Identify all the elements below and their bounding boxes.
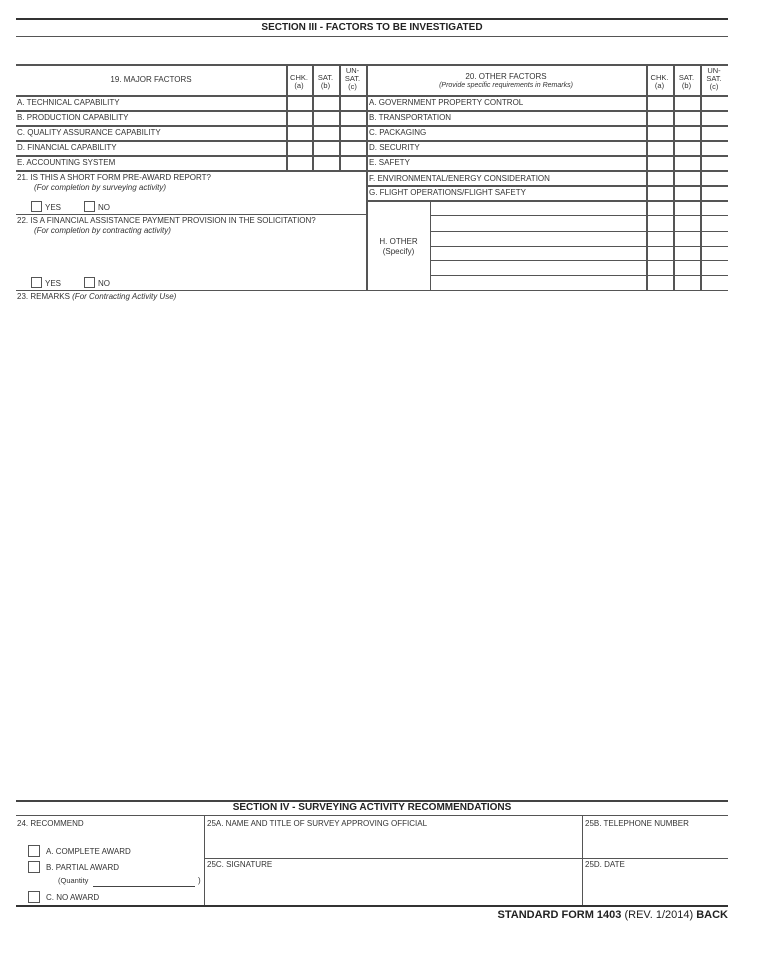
other-a-chk-cell[interactable]	[648, 97, 672, 109]
other-col-unsat-header	[700, 67, 728, 91]
other-h1-unsat-cell[interactable]	[702, 202, 727, 214]
name-title-label: 25A. NAME AND TITLE OF SURVEY APPROVING OFFICIAL	[207, 819, 428, 828]
major-e-unsat-cell[interactable]	[340, 157, 365, 170]
other-col-chk-sub: (a)	[654, 81, 665, 90]
other-col-chk-label: CHK.	[650, 73, 669, 82]
other-factors-subtitle: (Provide specific requirements in Remarks)	[439, 82, 573, 89]
other-h4-chk-cell[interactable]	[648, 247, 672, 259]
other-col-unsat-sub: (c)	[709, 82, 719, 91]
section4-divider-left	[204, 815, 205, 905]
major-col-divider	[339, 65, 341, 171]
name-title-input[interactable]	[206, 830, 580, 856]
other-g-sat-cell[interactable]	[675, 187, 699, 199]
major-c-unsat-cell[interactable]	[340, 127, 365, 140]
other-col-sat-header	[673, 74, 700, 90]
remarks-textarea[interactable]	[16, 304, 728, 798]
q22-no-checkbox[interactable]	[84, 277, 95, 288]
form-name: STANDARD FORM 1403	[497, 909, 622, 921]
q22-yes-checkbox[interactable]	[31, 277, 42, 288]
section4-bottom-rule	[16, 905, 728, 907]
other-e-unsat-cell[interactable]	[702, 157, 727, 169]
remarks-label-text: 23. REMARKS	[17, 292, 70, 301]
other-col-unsat-label2: SAT.	[706, 74, 722, 83]
section4-title: SECTION IV - SURVEYING ACTIVITY RECOMMENDATIONS	[232, 802, 512, 813]
major-col-unsat-label2: SAT.	[344, 74, 361, 83]
other-b-sat-cell[interactable]	[675, 112, 699, 124]
other-col-sat-label: SAT.	[678, 73, 695, 82]
major-d-chk-cell[interactable]	[287, 142, 311, 155]
major-e-chk-cell[interactable]	[287, 157, 311, 170]
other-factor-g: G. FLIGHT OPERATIONS/FLIGHT SAFETY	[369, 188, 526, 197]
other-d-sat-cell[interactable]	[675, 142, 699, 154]
other-factor-a: A. GOVERNMENT PROPERTY CONTROL	[369, 98, 524, 107]
other-h1-sat-cell[interactable]	[675, 202, 699, 214]
q21-yes-label: YES	[45, 203, 62, 212]
date-label: 25D. DATE	[585, 860, 625, 869]
major-e-sat-cell[interactable]	[313, 157, 338, 170]
other-d-unsat-cell[interactable]	[702, 142, 727, 154]
form-footer	[498, 909, 728, 921]
halves-divider	[366, 65, 368, 291]
other-d-chk-cell[interactable]	[648, 142, 672, 154]
other-h-specify-input-2[interactable]	[432, 217, 644, 230]
major-col-chk-label: CHK.	[290, 73, 308, 82]
other-h4-unsat-cell[interactable]	[702, 247, 727, 259]
q21-note: (For completion by surveying activity)	[34, 183, 167, 192]
other-h5-unsat-cell[interactable]	[702, 261, 727, 273]
other-h2-sat-cell[interactable]	[675, 217, 699, 229]
major-b-chk-cell[interactable]	[287, 112, 311, 125]
other-factors-title: 20. OTHER FACTORS	[465, 72, 547, 81]
recommend-label: 24. RECOMMEND	[17, 819, 84, 828]
other-c-chk-cell[interactable]	[648, 127, 672, 139]
section3-bottom-rule	[16, 36, 728, 37]
major-col-divider	[286, 65, 288, 171]
partial-award-label: B. PARTIAL AWARD	[46, 863, 120, 872]
major-d-unsat-cell[interactable]	[340, 142, 365, 155]
major-b-unsat-cell[interactable]	[340, 112, 365, 125]
major-col-sat-header	[312, 74, 339, 90]
other-h6-unsat-cell[interactable]	[702, 276, 727, 288]
quantity-input[interactable]	[93, 876, 195, 887]
complete-award-label: A. COMPLETE AWARD	[46, 847, 131, 856]
q21-no-checkbox[interactable]	[84, 201, 95, 212]
major-col-unsat-label1: UN-	[345, 66, 360, 75]
factors-header-rule	[16, 95, 728, 97]
major-c-chk-cell[interactable]	[287, 127, 311, 140]
q22-question: 22. IS A FINANCIAL ASSISTANCE PAYMENT PROVISION IN THE SOLICITATION?	[17, 216, 316, 225]
major-col-chk-sub: (a)	[294, 81, 304, 90]
signature-label: 25C. SIGNATURE	[207, 860, 273, 869]
major-col-unsat-sub: (c)	[348, 82, 357, 91]
other-factor-b: B. TRANSPORTATION	[369, 113, 452, 122]
q21-no-label: NO	[98, 203, 110, 212]
other-f-unsat-cell[interactable]	[702, 172, 727, 184]
other-g-chk-cell[interactable]	[648, 187, 672, 199]
other-h2-unsat-cell[interactable]	[702, 217, 727, 229]
other-h-specify-input-6[interactable]	[432, 276, 644, 289]
q21-bottom-rule	[16, 214, 366, 215]
no-award-label: C. NO AWARD	[46, 893, 100, 902]
other-h6-chk-cell[interactable]	[648, 276, 672, 288]
major-factor-a: A. TECHNICAL CAPABILITY	[17, 98, 120, 107]
q22-yes-label: YES	[45, 279, 62, 288]
q22-bottom-rule	[16, 290, 366, 291]
section3-title: SECTION III - FACTORS TO BE INVESTIGATED	[261, 22, 483, 33]
major-factor-c: C. QUALITY ASSURANCE CAPABILITY	[17, 128, 161, 137]
major-col-sat-sub: (b)	[320, 81, 331, 90]
quantity-close-paren: )	[198, 876, 201, 885]
other-h-specify-input-1[interactable]	[432, 202, 644, 214]
major-d-sat-cell[interactable]	[313, 142, 338, 155]
q22-note: (For completion by contracting activity)	[34, 226, 171, 235]
telephone-label: 25B. TELEPHONE NUMBER	[585, 819, 689, 828]
other-factor-d: D. SECURITY	[369, 143, 420, 152]
section3-top-rule	[16, 18, 728, 20]
other-h6-sat-cell[interactable]	[675, 276, 699, 288]
other-b-chk-cell[interactable]	[648, 112, 672, 124]
q22-no-label: NO	[98, 279, 110, 288]
other-e-sat-cell[interactable]	[675, 157, 699, 169]
section4-divider-right	[582, 815, 583, 905]
major-a-sat-cell[interactable]	[313, 97, 338, 110]
remarks-label	[17, 292, 176, 302]
other-factor-c: C. PACKAGING	[369, 128, 427, 137]
major-factor-d: D. FINANCIAL CAPABILITY	[17, 143, 117, 152]
section4-title-rule	[16, 815, 728, 816]
other-a-sat-cell[interactable]	[675, 97, 699, 109]
major-c-sat-cell[interactable]	[313, 127, 338, 140]
form-side: BACK	[696, 909, 728, 921]
other-h4-sat-cell[interactable]	[675, 247, 699, 259]
no-award-checkbox[interactable]	[28, 891, 40, 903]
other-h3-chk-cell[interactable]	[648, 232, 672, 244]
quantity-label: (Quantity	[58, 876, 89, 885]
factors-table-top-rule	[16, 64, 728, 66]
major-col-divider	[312, 65, 314, 171]
other-f-sat-cell[interactable]	[675, 172, 699, 184]
major-col-unsat-header	[339, 67, 366, 91]
other-f-chk-cell[interactable]	[648, 172, 672, 184]
section4-mid-rule	[204, 858, 728, 859]
partial-award-checkbox[interactable]	[28, 861, 40, 873]
other-h-specify-input-4[interactable]	[432, 247, 644, 259]
major-col-sat-label: SAT.	[317, 73, 334, 82]
other-factor-f: F. ENVIRONMENTAL/ENERGY CONSIDERATION	[369, 174, 550, 183]
other-h-specify-input-5[interactable]	[432, 261, 644, 274]
major-a-chk-cell[interactable]	[287, 97, 311, 110]
other-h3-unsat-cell[interactable]	[702, 232, 727, 244]
other-factor-e: E. SAFETY	[369, 158, 410, 167]
major-a-unsat-cell[interactable]	[340, 97, 365, 110]
other-h-sub: (Specify)	[382, 247, 415, 256]
other-h-row-rule	[430, 215, 728, 216]
other-a-unsat-cell[interactable]	[702, 97, 727, 109]
other-e-chk-cell[interactable]	[648, 157, 672, 169]
q21-question: 21. IS THIS A SHORT FORM PRE-AWARD REPORT?	[17, 173, 211, 182]
other-h-specify-input-3[interactable]	[432, 232, 644, 245]
signature-field[interactable]	[206, 871, 580, 903]
telephone-input[interactable]	[584, 830, 726, 856]
q21-yes-checkbox[interactable]	[31, 201, 42, 212]
major-b-sat-cell[interactable]	[313, 112, 338, 125]
form-revision: (REV. 1/2014)	[621, 909, 697, 921]
other-h5-sat-cell[interactable]	[675, 261, 699, 273]
other-factors-header	[366, 72, 646, 90]
other-h-title: H. OTHER	[379, 237, 418, 246]
other-b-unsat-cell[interactable]	[702, 112, 727, 124]
other-col-chk-header	[646, 74, 673, 90]
other-c-unsat-cell[interactable]	[702, 127, 727, 139]
other-g-unsat-cell[interactable]	[702, 187, 727, 199]
other-c-sat-cell[interactable]	[675, 127, 699, 139]
other-h1-chk-cell[interactable]	[648, 202, 672, 214]
other-h5-chk-cell[interactable]	[648, 261, 672, 273]
date-input[interactable]	[584, 871, 726, 903]
complete-award-checkbox[interactable]	[28, 845, 40, 857]
major-factor-e: E. ACCOUNTING SYSTEM	[17, 158, 116, 167]
major-col-chk-header	[286, 74, 312, 90]
major-factors-header: 19. MAJOR FACTORS	[110, 75, 192, 84]
other-col-unsat-label1: UN-	[707, 66, 721, 75]
major-factor-b: B. PRODUCTION CAPABILITY	[17, 113, 129, 122]
other-h2-chk-cell[interactable]	[648, 217, 672, 229]
remarks-note: (For Contracting Activity Use)	[72, 292, 177, 301]
other-h-label	[367, 237, 430, 257]
other-h3-sat-cell[interactable]	[675, 232, 699, 244]
other-col-sat-sub: (b)	[681, 81, 692, 90]
